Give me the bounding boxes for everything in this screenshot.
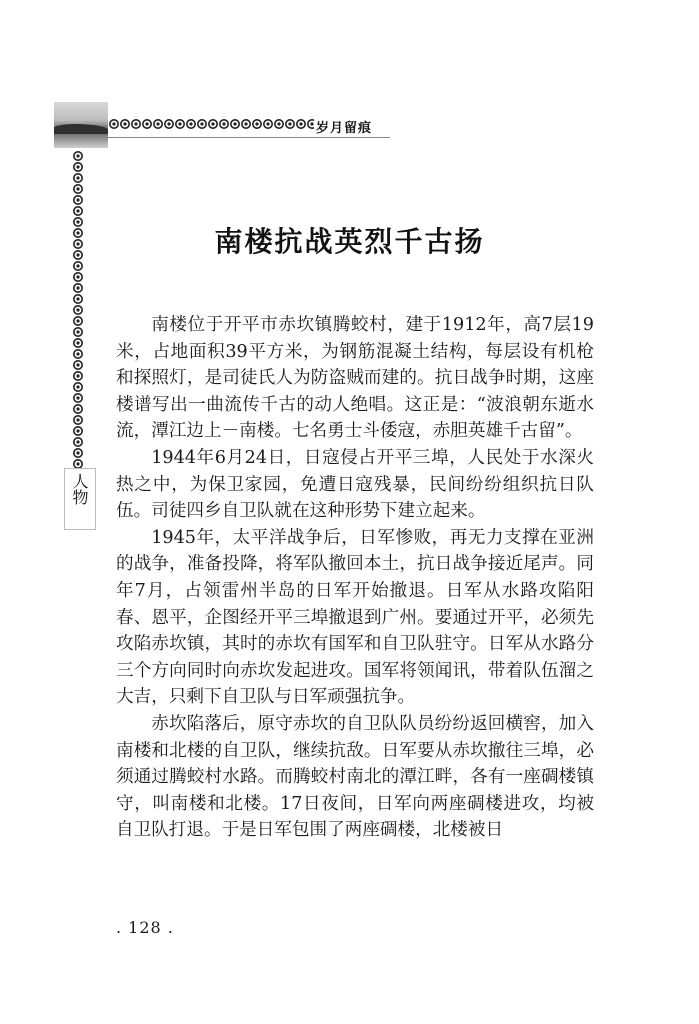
section-label: 岁月留痕 [316,121,373,136]
page-number: . 128 . [116,918,174,937]
side-tab [64,468,96,530]
page-title: 南楼抗战英烈千古扬 [214,225,485,258]
paragraph: 赤坎陷落后，原守赤坎的自卫队队员纷纷返回横窖，加入南楼和北楼的自卫队，继续抗敌。日军要从赤坎撤往三埠，必须通过腾蛟村水路。而腾蛟村南北的潭江畔，各有一座碉楼镇守，叫南楼和北楼。17日夜间，日军向两座碉楼进攻，均被自卫队打退。于是日军包围了两座碉楼，北楼被日 [116,713,594,841]
paragraph: 1944年6月24日，日寇侵占开平三埠，人民处于水深火热之中，为保卫家园，免遭日寇残暴，民间纷纷组织抗日队伍。司徒四乡自卫队就在这种形势下建立起来。 [116,447,594,522]
paragraph: 1945年，太平洋战争后，日军惨败，再无力支撑在亚洲的战争，准备投降，将军队撤回本土，抗日战争接近尾声。同年7月，占领雷州半岛的日军开始撤退。日军从水路攻陷阳春、恩平，企图经开平三埠撤退到广州。要通过开平，必须先攻陷赤坎镇，其时的赤坎有国军和自卫队驻守。日军从水路分三个方向同时向赤坎发起进攻。国军将领闻讯，带着队伍溜之大吉，只剩下自卫队与日军顽强抗争。 [116,527,594,708]
article-body [116,312,594,844]
ornamental-border-left [70,150,86,468]
ornamental-border-top [108,117,314,131]
side-tab-label: 人物 [70,473,89,505]
landscape-photo-icon [54,102,108,148]
header-rule [108,137,390,138]
paragraph: 南楼位于开平市赤坎镇腾蛟村，建于1912年，高7层19米，占地面积39平方米，为钢筋混凝土结构，每层设有机枪和探照灯，是司徒氏人为防盗贼而建的。抗日战争时期，这座楼谱写出一曲流传千古的动人绝唱。这正是：“波浪朝东逝水流，潭江边上－南楼。七名勇士斗倭寇，赤胆英雄千古留”。 [116,315,594,442]
